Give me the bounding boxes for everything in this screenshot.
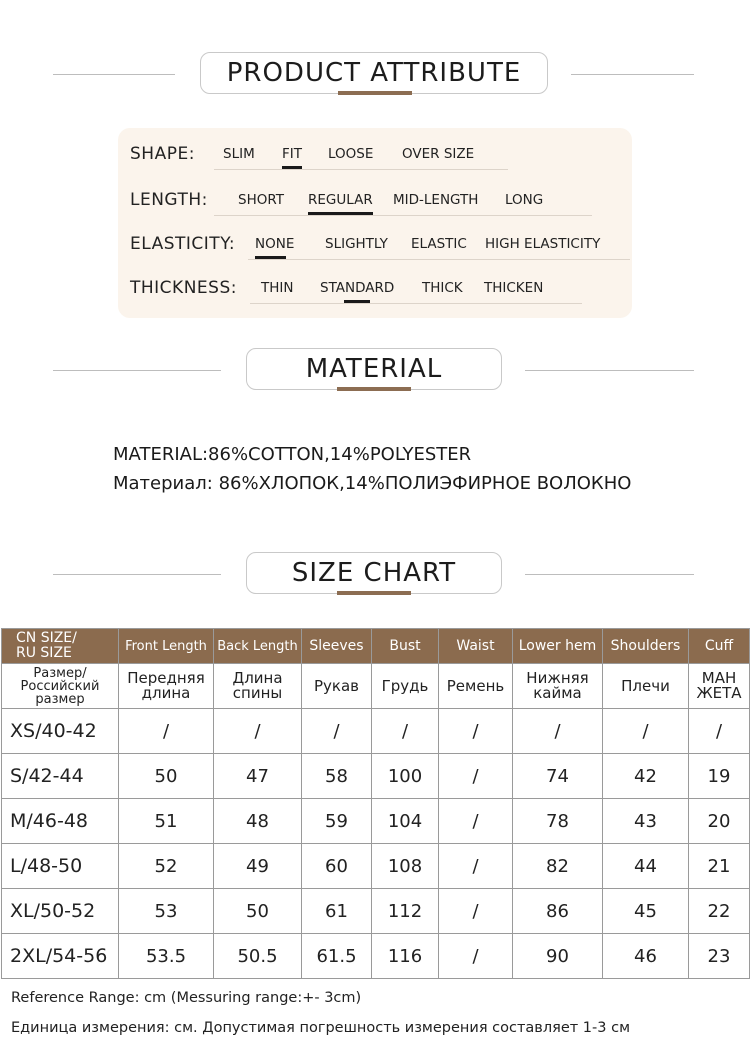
attr-option: THIN (261, 280, 294, 296)
selected-marker (282, 166, 302, 169)
table-row (2, 844, 750, 889)
attr-underline (250, 303, 582, 304)
size-chart-table (1, 628, 750, 979)
header-row-ru (2, 664, 750, 709)
size-cell: S/42-44 (2, 754, 119, 799)
col-header-ru: Плечи (603, 664, 689, 709)
divider-left (53, 574, 221, 575)
col-header-ru: Нижняя кайма (513, 664, 603, 709)
value-cell: 49 (214, 844, 302, 889)
value-cell: 60 (302, 844, 372, 889)
value-cell: 104 (372, 799, 439, 844)
col-header: Bust (372, 629, 439, 664)
value-cell: / (439, 934, 513, 979)
value-cell: 78 (513, 799, 603, 844)
col-header-ru: Ремень (439, 664, 513, 709)
value-cell: 47 (214, 754, 302, 799)
value-cell: / (302, 709, 372, 754)
value-cell: 100 (372, 754, 439, 799)
value-cell: 19 (689, 754, 750, 799)
value-cell: 45 (603, 889, 689, 934)
value-cell: / (214, 709, 302, 754)
divider-right (525, 574, 694, 575)
value-cell: 46 (603, 934, 689, 979)
size-cell: M/46-48 (2, 799, 119, 844)
attr-option: SLIGHTLY (325, 236, 388, 252)
divider-right (571, 74, 694, 75)
section-title-pill (246, 552, 502, 594)
value-cell: / (689, 709, 750, 754)
material-ru: Материал: 86%ХЛОПОК,14%ПОЛИЭФИРНОЕ ВОЛОКНО (113, 473, 632, 494)
section-title: SIZE CHART (291, 558, 457, 588)
value-cell: / (439, 889, 513, 934)
value-cell: 42 (603, 754, 689, 799)
col-header: Front Length (119, 629, 214, 664)
col-header-ru: Длина спины (214, 664, 302, 709)
value-cell: 58 (302, 754, 372, 799)
section-title: PRODUCT ATTRIBUTE (226, 58, 522, 88)
size-cell: 2XL/54-56 (2, 934, 119, 979)
divider-left (53, 370, 221, 371)
attr-option: HIGH ELASTICITY (485, 236, 601, 252)
header-row-en (2, 629, 750, 664)
value-cell: / (439, 754, 513, 799)
attr-option: LONG (505, 192, 544, 208)
value-cell: 52 (119, 844, 214, 889)
value-cell: 116 (372, 934, 439, 979)
attr-option-selected: NONE (255, 236, 294, 252)
col-header-ru: Грудь (372, 664, 439, 709)
attribute-panel (118, 128, 632, 318)
value-cell: 50.5 (214, 934, 302, 979)
attr-label: ELASTICITY: (130, 234, 236, 254)
value-cell: 112 (372, 889, 439, 934)
value-cell: 23 (689, 934, 750, 979)
value-cell: 43 (603, 799, 689, 844)
attr-label: SHAPE: (130, 144, 195, 164)
reference-note-ru: Единица измерения: см. Допустимая погрешность измерения составляет 1-3 см (11, 1020, 631, 1036)
value-cell: 53 (119, 889, 214, 934)
attr-option: ELASTIC (411, 236, 467, 252)
size-cell: L/48-50 (2, 844, 119, 889)
attr-underline (214, 215, 592, 216)
value-cell: 48 (214, 799, 302, 844)
attr-option: MID-LENGTH (393, 192, 479, 208)
col-header: Back Length (214, 629, 302, 664)
title-accent-bar (337, 591, 411, 595)
table-row (2, 799, 750, 844)
value-cell: 61.5 (302, 934, 372, 979)
col-header-ru: МАН ЖЕТА (689, 664, 750, 709)
col-header: Waist (439, 629, 513, 664)
col-header-ru: Размер/ Российский размер (2, 664, 119, 709)
col-header: CN SIZE/ RU SIZE (2, 629, 119, 664)
value-cell: / (513, 709, 603, 754)
value-cell: 108 (372, 844, 439, 889)
value-cell: 61 (302, 889, 372, 934)
table-row (2, 934, 750, 979)
value-cell: 21 (689, 844, 750, 889)
value-cell: / (119, 709, 214, 754)
product-attribute-header (0, 52, 750, 102)
attr-option: SHORT (238, 192, 284, 208)
section-title-pill (200, 52, 548, 94)
value-cell: 44 (603, 844, 689, 889)
col-header: Shoulders (603, 629, 689, 664)
value-cell: 20 (689, 799, 750, 844)
col-header: Cuff (689, 629, 750, 664)
attr-option: LOOSE (328, 146, 374, 162)
divider-right (525, 370, 694, 371)
value-cell: 74 (513, 754, 603, 799)
size-cell: XL/50-52 (2, 889, 119, 934)
material-header (0, 348, 750, 398)
col-header-ru: Передняя длина (119, 664, 214, 709)
value-cell: 51 (119, 799, 214, 844)
table-row (2, 709, 750, 754)
attr-label: THICKNESS: (130, 278, 237, 298)
reference-note-en: Reference Range: cm (Messuring range:+- 3cm) (11, 990, 362, 1006)
divider-left (53, 74, 175, 75)
title-accent-bar (338, 91, 412, 95)
value-cell: / (439, 844, 513, 889)
value-cell: 86 (513, 889, 603, 934)
value-cell: 90 (513, 934, 603, 979)
value-cell: 59 (302, 799, 372, 844)
table-row (2, 754, 750, 799)
title-accent-bar (337, 387, 411, 391)
value-cell: 53.5 (119, 934, 214, 979)
value-cell: 50 (214, 889, 302, 934)
attr-option-selected: FIT (282, 146, 302, 162)
attr-underline (248, 259, 630, 260)
value-cell: 50 (119, 754, 214, 799)
selected-marker (344, 300, 370, 303)
size-cell: XS/40-42 (2, 709, 119, 754)
value-cell: / (372, 709, 439, 754)
attr-option: OVER SIZE (402, 146, 475, 162)
value-cell: 82 (513, 844, 603, 889)
attr-option-selected: REGULAR (308, 192, 373, 208)
col-header: Lower hem (513, 629, 603, 664)
attr-option: THICKEN (484, 280, 544, 296)
attr-option-selected: STANDARD (320, 280, 394, 296)
attr-option: SLIM (223, 146, 255, 162)
size-chart-header (0, 552, 750, 602)
value-cell: / (439, 709, 513, 754)
section-title-pill (246, 348, 502, 390)
selected-marker (308, 212, 373, 215)
value-cell: / (603, 709, 689, 754)
value-cell: / (439, 799, 513, 844)
table-row (2, 889, 750, 934)
attr-option: THICK (422, 280, 463, 296)
material-en: MATERIAL:86%COTTON,14%POLYESTER (113, 444, 472, 465)
attr-underline (214, 169, 508, 170)
selected-marker (255, 256, 286, 259)
col-header-ru: Рукав (302, 664, 372, 709)
col-header: Sleeves (302, 629, 372, 664)
attr-label: LENGTH: (130, 190, 208, 210)
section-title: MATERIAL (305, 354, 443, 384)
value-cell: 22 (689, 889, 750, 934)
